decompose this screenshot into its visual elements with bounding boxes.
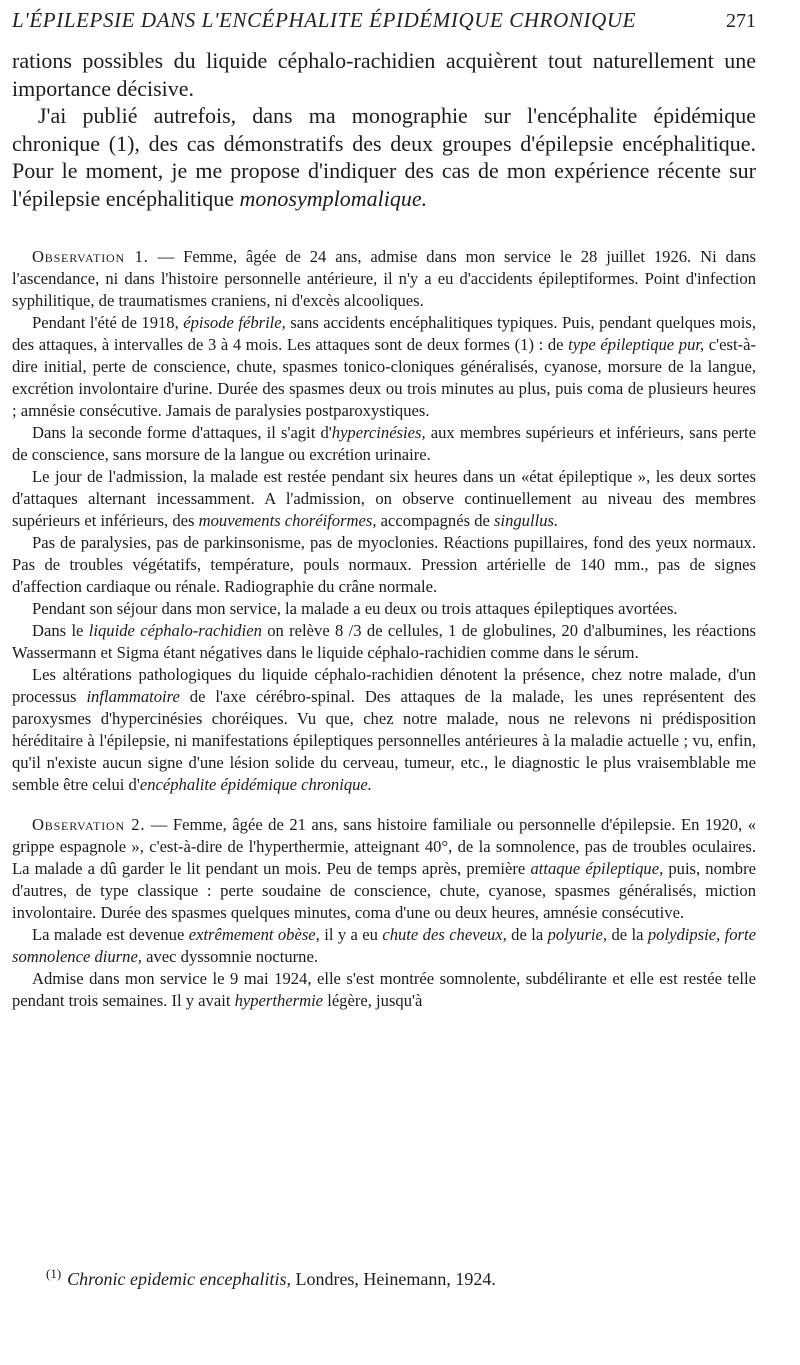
obs1-paragraph-5: Pas de paralysies, pas de parkinsonisme, pas de myoclonies. Réactions pupillaires, fond des yeux normaux. Pas de troubles végétatifs, température, pouls normaux. Pression artérielle de 140 mm., pas de signes d'affection cardiaque ou rénale. Radiographie du crâne normale. — [12, 533, 756, 596]
obs2-p2-e: avec dyssomnie nocturne. — [141, 947, 318, 966]
obs1-p1-text: — Femme, âgée de 24 ans, admise dans mon service le 28 juillet 1926. Ni dans l'ascendance, ni dans l'histoire personnelle antérieure, il n'y a eu d'accidents épileptiformes. Point d'infection syphilitique, de traumatismes craniens, ni d'excès alcooliques. — [12, 247, 756, 310]
intro-paragraph-2 — [12, 102, 756, 212]
obs1-p8-b: de l'axe cérébro-spinal. Des attaques de la malade, les unes représentent des paroxysmes d'hypercinésies choréiques. Vu que, chez notre malade, nous ne relevons ni prédisposition héréditaire à l'épilepsie, ni manifestations épileptiques personnelles antérieures à la maladie actuelle ; vu, enfin, qu'il n'existe aucun signe d'une lésion solide du cerveau, tumeur, etc., le diagnostic le plus vraisemblable me semble être celui d' — [12, 687, 757, 794]
observation-2 — [12, 814, 756, 1012]
obs2-p2-c: de la — [506, 925, 548, 944]
obs1-p7-b: on relève 8 /3 de cellules, 1 de globulines, 20 d'albumines, les réactions Wassermann et Sigma étant négatives dans le liquide céphalo-rachidien comme dans le sérum. — [12, 621, 756, 662]
obs2-p2-b: il y a eu — [319, 925, 383, 944]
obs1-paragraph-1 — [12, 246, 756, 312]
obs2-p2-em2: chute des cheveux, — [382, 925, 507, 944]
intro-paragraph-2-emphasis: monosymplomalique. — [239, 185, 428, 211]
obs1-p3-a: Dans la seconde forme d'attaques, il s'agit d' — [32, 423, 332, 442]
obs1-paragraph-2 — [12, 312, 756, 422]
obs2-p1-a: — Femme, âgée de 21 ans, sans histoire familiale ou personnelle d'épilepsie. En 1920, « grippe espagnole », c'est-à-dire de l'hyperthermie, atteignant 40°, de la somnolence, pas de troubles oculaires. La malade a dû garder le lit pendant un mois. Peu de temps après, première — [12, 815, 756, 878]
footnote-marker: (1) — [46, 1266, 62, 1281]
obs1-p8-em2: encéphalite épidémique chronique. — [139, 775, 372, 794]
obs1-p4-em1: mouvements choréiformes, — [198, 511, 377, 530]
footnote-title: Chronic epidemic encephalitis, — [67, 1269, 291, 1289]
obs1-p7-em: liquide céphalo-rachidien — [88, 621, 262, 640]
obs1-p3-em: hypercinésies, — [331, 423, 426, 442]
obs1-p7-a: Dans le — [32, 621, 89, 640]
obs2-p2-d: de la — [607, 925, 648, 944]
obs1-paragraph-6: Pendant son séjour dans mon service, la malade a eu deux ou trois attaques épileptiques avortées. — [32, 599, 678, 618]
obs2-label: Observation 2. — [32, 815, 146, 834]
obs2-p2-em3: polyurie, — [547, 925, 608, 944]
footnote-rest: Londres, Heinemann, 1924. — [290, 1269, 496, 1289]
obs2-paragraph-3 — [12, 968, 756, 1012]
obs2-p3-a: Admise dans mon service le 9 mai 1924, elle s'est montrée somnolente, subdélirante et elle est restée telle pendant trois semaines. Il y avait — [12, 969, 756, 1010]
page-number: 271 — [726, 10, 756, 32]
obs2-p1-em: attaque épileptique, — [530, 859, 664, 878]
intro-paragraph-1: rations possibles du liquide céphalo-rachidien acquièrent tout naturellement une importance décisive. — [12, 48, 756, 101]
obs1-p2-em1: épisode fébrile, — [183, 313, 286, 332]
obs2-p3-b: légère, jusqu'à — [323, 991, 423, 1010]
obs1-p8-em1: inflammatoire — [86, 687, 180, 706]
running-header — [12, 8, 756, 33]
obs2-p3-em: hyperthermie — [234, 991, 324, 1010]
obs1-paragraph-7 — [12, 620, 756, 664]
observation-1 — [12, 246, 756, 796]
footnote — [46, 1266, 496, 1290]
obs2-p2-a: La malade est devenue — [32, 925, 189, 944]
obs1-p4-b: accompagnés de — [376, 511, 495, 530]
obs2-p2-em4: polydipsie, forte somnolence diurne, — [12, 925, 756, 966]
obs2-p2-em1: extrêmement obèse, — [188, 925, 320, 944]
obs1-p3-b: aux membres supérieurs et inférieurs, sans perte de conscience, sans morsure de la langue ou excrétion urinaire. — [12, 423, 757, 464]
obs1-p4-em2: singullus. — [494, 511, 559, 530]
obs1-p2-a: Pendant l'été de 1918, — [32, 313, 184, 332]
obs2-paragraph-1 — [12, 814, 756, 924]
obs1-paragraph-3 — [12, 422, 756, 466]
obs1-p2-c: c'est-à-dire initial, perte de conscience, chute, spasmes tonico-cloniques généralisés, cyanose, morsure de la langue, excrétion involontaire d'urine. Durée des spasmes deux ou trois minutes au plus, puis coma de plusieurs heures ; amnésie consécutive. Jamais de paralysies postparoxystiques. — [12, 335, 756, 420]
obs2-paragraph-2 — [12, 924, 756, 968]
intro-paragraph-2-text: J'ai publié autrefois, dans ma monographie sur l'encéphalite épidémique chronique (1), des cas démonstratifs des deux groupes d'épilepsie encéphalitique. Pour le moment, je me propose d'indiquer des cas de mon expérience récente sur l'épilepsie encéphalitique — [12, 103, 756, 211]
obs1-p2-em2: type épileptique pur, — [568, 335, 705, 354]
obs1-p8-a: Les altérations pathologiques du liquide céphalo-rachidien dénotent la présence, chez notre malade, d'un processus — [12, 665, 756, 706]
intro-text — [12, 47, 756, 212]
obs2-p1-b: puis, nombre d'autres, de type classique : perte soudaine de conscience, chute, cyanose, spasmes généralisés, miction involontaire. Durée des spasmes quelques minutes, coma d'une ou deux heures, amnésie consécutive. — [12, 859, 756, 922]
obs1-paragraph-8 — [12, 664, 756, 796]
obs1-p2-b: sans accidents encéphalitiques typiques. Puis, pendant quelques mois, des attaques, à intervalles de 3 à 4 mois. Les attaques sont de deux formes (1) : de — [12, 313, 756, 354]
running-title: L'ÉPILEPSIE DANS L'ENCÉPHALITE ÉPIDÉMIQUE CHRONIQUE — [12, 8, 637, 32]
obs1-p4-a: Le jour de l'admission, la malade est restée pendant six heures dans un «état épileptique », les deux sortes d'attaques alternant incessamment. A l'admission, on observe continuellement au niveau des membres supérieurs et inférieurs, des — [12, 467, 756, 530]
obs1-paragraph-4 — [12, 466, 756, 532]
obs1-label: Observation 1. — [32, 247, 149, 266]
